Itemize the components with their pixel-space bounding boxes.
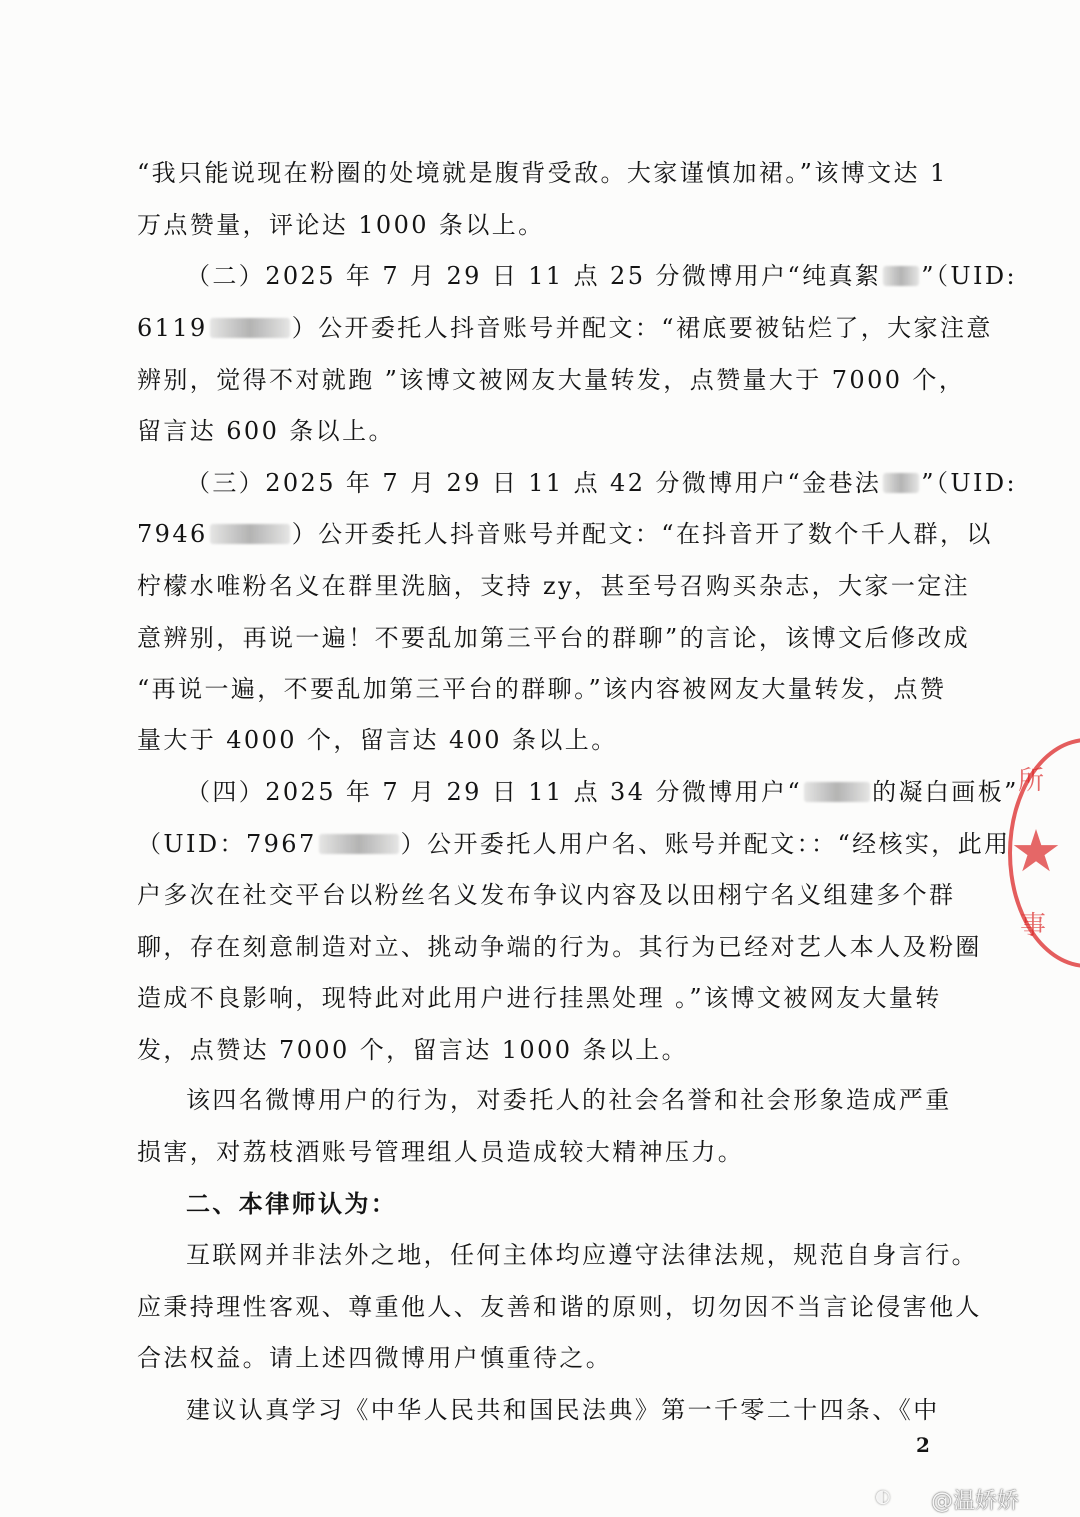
text-line-25: 建议认真学习《中华人民共和国民法典》第一千零二十四条、《中 bbox=[186, 1396, 940, 1424]
seal-char: 事 bbox=[1020, 911, 1047, 941]
text-line-4 bbox=[137, 312, 993, 344]
text-line-16: 聊，存在刻意制造对立、挑动争端的行为。其行为已经对艺人本人及粉圈 bbox=[137, 933, 982, 961]
text-line-7 bbox=[186, 467, 1018, 499]
redaction-blur bbox=[804, 782, 870, 802]
redaction-blur bbox=[210, 524, 290, 544]
text-line-20: 损害，对荔枝酒账号管理组人员造成较大精神压力。 bbox=[137, 1138, 745, 1166]
text-line-18: 发，点赞达 7000 个，留言达 1000 条以上。 bbox=[137, 1036, 689, 1064]
seal-char: 所 bbox=[1018, 766, 1045, 796]
line-13-part-b: 的凝白画板” bbox=[872, 778, 1019, 806]
weibo-logo-icon: ◐ bbox=[875, 1486, 891, 1507]
text-line-17: 造成不良影响，现特此对此用户进行挂黑处理 。”该博文被网友大量转 bbox=[137, 984, 942, 1012]
text-line-19: 该四名微博用户的行为，对委托人的社会名誉和社会形象造成严重 bbox=[186, 1086, 952, 1114]
watermark-text: @温娇娇 bbox=[931, 1489, 1020, 1514]
text-line-3 bbox=[186, 260, 1018, 292]
text-line-9: 柠檬水唯粉名义在群里洗脑，支持 zy，甚至号召购买杂志，大家一定注 bbox=[137, 572, 971, 600]
redaction-blur bbox=[883, 266, 919, 286]
text-line-23: 应秉持理性客观、尊重他人、友善和谐的原则，切勿因不当言论侵害他人 bbox=[137, 1293, 982, 1321]
line-8-part-a: 7946 bbox=[137, 520, 208, 548]
text-line-6: 留言达 600 条以上。 bbox=[137, 417, 395, 445]
line-7-part-a: （三）2025 年 7 月 29 日 11 点 42 分微博用户“金巷法 bbox=[186, 469, 882, 497]
line-4-part-b: ）公开委托人抖音账号并配文：“裙底要被钻烂了，大家注意 bbox=[291, 314, 993, 342]
redaction-blur bbox=[210, 318, 290, 338]
line-7-part-b: ”（UID: bbox=[921, 469, 1018, 497]
text-line-5: 辨别，觉得不对就跑 ”该博文被网友大量转发，点赞量大于 7000 个， bbox=[137, 366, 966, 394]
line-3-part-a: （二）2025 年 7 月 29 日 11 点 25 分微博用户“纯真絮 bbox=[186, 262, 882, 290]
text-line-10: 意辨别，再说一遍！不要乱加第三平台的群聊”的言论，该博文后修改成 bbox=[137, 624, 971, 652]
text-line-11: “再说一遍，不要乱加第三平台的群聊。”该内容被网友大量转发，点赞 bbox=[137, 675, 947, 703]
line-13-part-a: （四）2025 年 7 月 29 日 11 点 34 分微博用户“ bbox=[186, 778, 803, 806]
redaction-blur bbox=[319, 834, 399, 854]
section-heading: 二、本律师认为： bbox=[186, 1189, 398, 1218]
text-line-22: 互联网并非法外之地，任何主体均应遵守法律法规，规范自身言行。 bbox=[186, 1241, 978, 1269]
text-line-1: “我只能说现在粉圈的处境就是腹背受敌。大家谨慎加裙。”该博文达 1 bbox=[137, 159, 948, 187]
text-line-14 bbox=[137, 828, 1011, 860]
text-line-2: 万点赞量，评论达 1000 条以上。 bbox=[137, 211, 545, 239]
text-line-13 bbox=[186, 776, 1019, 808]
text-line-8 bbox=[137, 518, 993, 550]
seal-star-icon: ★ bbox=[1010, 817, 1062, 885]
text-line-12: 量大于 4000 个，留言达 400 条以上。 bbox=[137, 726, 618, 754]
line-8-part-b: ）公开委托人抖音账号并配文：“在抖音开了数个千人群，以 bbox=[291, 520, 993, 548]
text-line-24: 合法权益。请上述四微博用户慎重待之。 bbox=[137, 1344, 613, 1372]
text-line-15: 户多次在社交平台以粉丝名义发布争议内容及以田栩宁名义组建多个群 bbox=[137, 881, 956, 909]
line-4-part-a: 6119 bbox=[137, 314, 208, 342]
line-14-part-b: ）公开委托人用户名、账号并配文：：“经核实，此用 bbox=[400, 830, 1011, 858]
page-number: 2 bbox=[916, 1433, 930, 1457]
redaction-blur bbox=[883, 473, 919, 493]
line-3-part-b: ”（UID: bbox=[921, 262, 1018, 290]
line-14-part-a: （UID：7967 bbox=[137, 830, 317, 858]
